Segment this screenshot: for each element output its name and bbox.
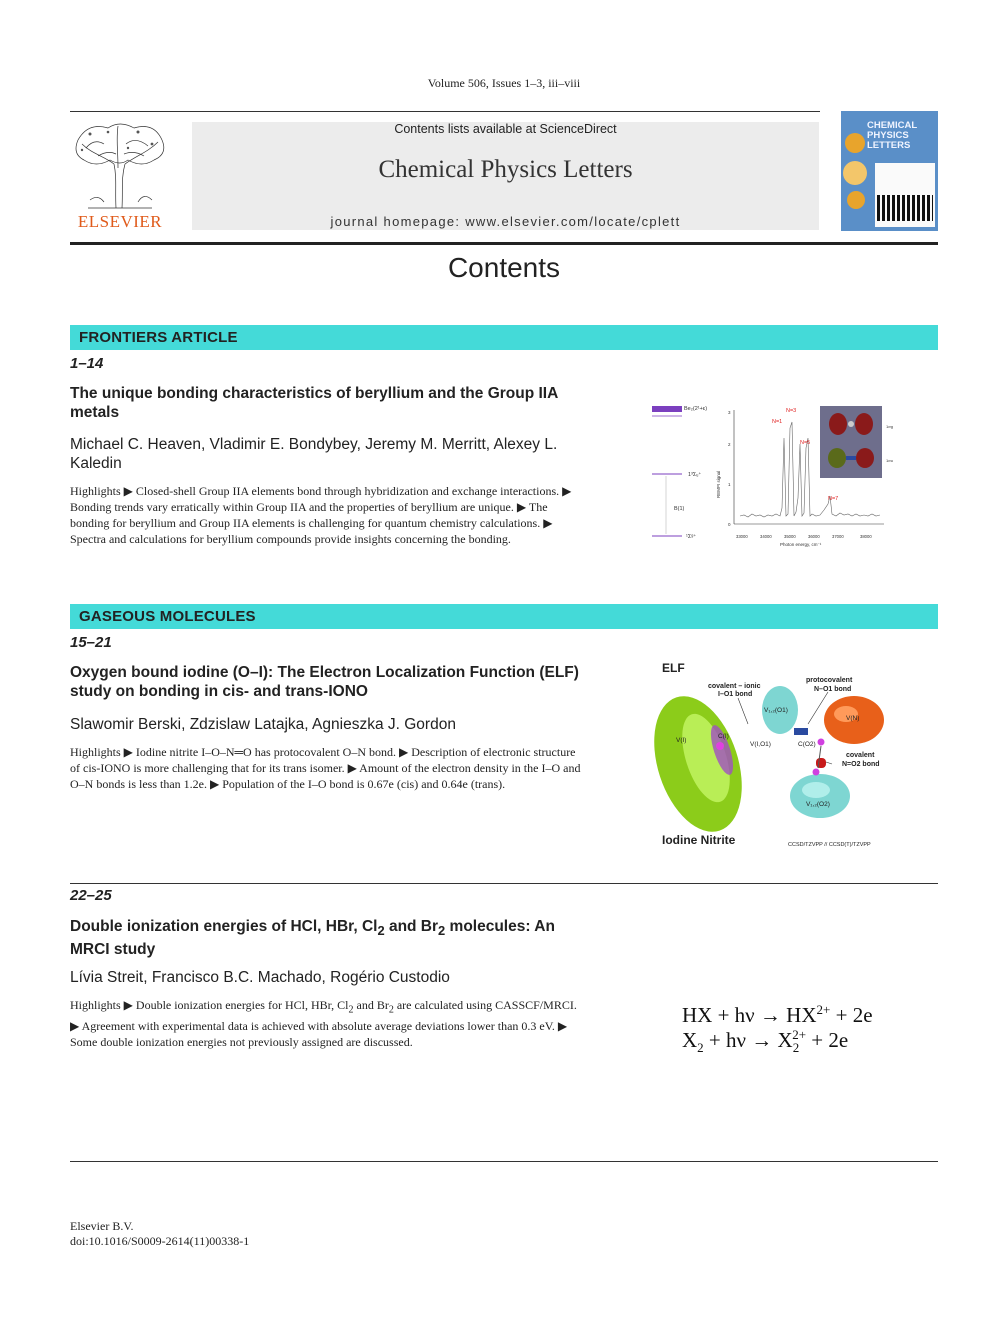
- y-tick-label: 0: [728, 522, 731, 527]
- peak-label: N=1: [772, 419, 783, 425]
- eq-superscript: 2+: [792, 1027, 807, 1042]
- elf-label: V₁,₂(O2): [806, 801, 830, 808]
- page-title: Contents: [447, 252, 561, 283]
- y-tick-label: 3: [728, 410, 731, 415]
- energy-level-diagram: [652, 406, 707, 540]
- highlights-subscript: 2: [388, 1004, 394, 1016]
- section-heading-bar: [70, 604, 938, 629]
- elf-label: V₁,₂(O1): [764, 707, 788, 714]
- contents-available-link[interactable]: Contents lists available at ScienceDirect: [394, 122, 617, 136]
- arrow-symbol: →: [751, 1028, 773, 1052]
- elf-label: covalent: [846, 752, 875, 759]
- section-heading: GASEOUS MOLECULES: [79, 608, 256, 625]
- elf-label: V(I): [676, 737, 687, 744]
- article-pages[interactable]: 15–21: [70, 634, 112, 651]
- y-tick-label: 1: [728, 482, 731, 487]
- x-tick-label: 37000: [832, 534, 844, 539]
- x-axis-label: Photon energy, cm⁻¹: [780, 542, 822, 547]
- footer-doi[interactable]: doi:10.1016/S0009-2614(11)00338-1: [70, 1234, 250, 1248]
- elf-label: V(N): [846, 715, 860, 722]
- figure-method: CCSD/TZVPP // CCSD(T)/TZVPP: [788, 842, 871, 848]
- eq-subscript: 2: [697, 1040, 704, 1056]
- cover-orb: [843, 161, 867, 185]
- elf-iodine-nitrite-figure: [648, 654, 898, 854]
- article-authors: Michael C. Heaven, Vladimir E. Bondybey, Jeremy M. Merritt, Alexey L. Kaledin: [70, 436, 558, 472]
- orbital-inset: [820, 406, 893, 478]
- state-label: B(1): [674, 506, 685, 512]
- x-tick-label: 38000: [860, 534, 872, 539]
- highlights-text: are calculated using CASSCF/MRCI. ▶ Agreement with experimental data is achieved with absolute average deviations lower than 0.3 eV. ▶ Some double ionization energies not previously assigned are discussed.: [70, 998, 577, 1050]
- journal-name: Chemical Physics Letters: [378, 156, 633, 183]
- journal-cover-image: [841, 111, 938, 231]
- eq-term: + 2e: [806, 1028, 849, 1052]
- volume-line: Volume 506, Issues 1–3, iii–viii: [427, 76, 581, 90]
- equation-1: [682, 1002, 873, 1028]
- article-title[interactable]: Oxygen bound iodine (O–I): The Electron Localization Function (ELF) study on bonding in cis- and trans-IONO: [70, 664, 579, 700]
- article-authors: Lívia Streit, Francisco B.C. Machado, Rogério Custodio: [70, 969, 450, 986]
- article-pages[interactable]: 22–25: [70, 887, 112, 904]
- journal-banner: [192, 122, 819, 230]
- arrow-symbol: →: [759, 1003, 781, 1027]
- state-label: 1³Σᵤ⁺: [688, 472, 702, 478]
- figure-title: ELF: [662, 661, 685, 675]
- section-heading-bar: [70, 325, 938, 350]
- eq-superscript: 2+: [816, 1002, 831, 1017]
- title-subscript: 2: [438, 923, 446, 939]
- article-highlights: Highlights ▶ Iodine nitrite I–O–N═O has protocovalent O–N bond. ▶ Description of electronic structure of cis-IONO is more challenging that for its trans isomer. ▶ Amount of the electron density in the I–O and O–N bonds is less than 1.2e. ▶ Population of the I–O bond is 0.67e (cis) and 0.64e (trans).: [70, 745, 581, 791]
- cover-orb: [845, 133, 865, 153]
- article-highlights: [70, 997, 585, 1050]
- highlights-text: and Br: [353, 998, 389, 1012]
- article-pages[interactable]: 1–14: [70, 355, 104, 372]
- eq-term: + 2e: [830, 1003, 873, 1027]
- elf-label: I–O1 bond: [718, 691, 753, 698]
- x-tick-label: 33000: [736, 534, 748, 539]
- equation-2: [682, 1027, 848, 1056]
- cover-orb: [847, 191, 865, 209]
- cover-bars: [877, 195, 933, 221]
- elf-label: N=O2 bond: [842, 761, 880, 768]
- header-rule: [70, 111, 820, 112]
- footer-divider: [70, 1161, 938, 1162]
- elsevier-wordmark: ELSEVIER: [77, 212, 163, 231]
- header-thick-rule: [70, 242, 938, 245]
- cover-title: CHEMICAL PHYSICS LETTERS: [867, 120, 918, 151]
- article-authors: Slawomir Berski, Zdzislaw Latajka, Agnieszka J. Gordon: [70, 716, 456, 733]
- section-heading: FRONTIERS ARTICLE: [79, 329, 238, 346]
- orbital-label: 1σu: [886, 458, 893, 463]
- eq-term: + hν: [703, 1028, 752, 1052]
- elf-label: C(I): [718, 733, 729, 740]
- y-axis-label: REMPI signal: [716, 470, 721, 498]
- peak-label: N=7: [828, 496, 839, 502]
- beryllium-spectrum-figure: [648, 398, 893, 558]
- iodine-basin: [638, 685, 757, 843]
- state-label: ¹Σᵍ⁺: [686, 534, 697, 540]
- peak-label: N=3: [786, 408, 797, 414]
- elf-label: C(O2): [798, 741, 816, 748]
- journal-homepage[interactable]: journal homepage: www.elsevier.com/locate/cplett: [330, 214, 681, 229]
- eq-term: X: [777, 1028, 793, 1052]
- elf-label: protocovalent: [806, 677, 853, 684]
- figure-caption: Iodine Nitrite: [662, 833, 736, 847]
- peak-label: N=5: [800, 440, 811, 446]
- article-divider: [70, 883, 938, 884]
- state-label: Be₂(2¹+ε): [684, 406, 708, 412]
- article-highlights: Highlights ▶ Closed-shell Group IIA elements bond through hybridization and exchange interactions. ▶ Bonding trends vary erratically within Group IIA and the properties of beryllium are unique. ▶ The bonding for beryllium and Group IIA elements is challenging for quantum chemistry calculations. ▶ Spectra and calculations for beryllium compounds provide insights concerning the bonding.: [70, 484, 572, 546]
- footer-publisher: Elsevier B.V.: [70, 1219, 134, 1233]
- title-text: Double ionization energies of HCl, HBr, Cl: [70, 918, 378, 935]
- article-title[interactable]: [70, 917, 590, 959]
- x-tick-label: 34000: [760, 534, 772, 539]
- orbital-label: 1σg: [886, 424, 893, 429]
- eq-subscript: 2: [792, 1040, 800, 1056]
- eq-term: X: [682, 1028, 698, 1052]
- elf-label: V(I,O1): [750, 741, 771, 748]
- title-subscript: 2: [377, 923, 385, 939]
- elf-label: N–O1 bond: [814, 686, 852, 693]
- eq-term: HX: [786, 1003, 817, 1027]
- article-title[interactable]: The unique bonding characteristics of beryllium and the Group IIA metals: [70, 385, 558, 421]
- energy-band: [652, 406, 682, 412]
- eq-term: HX + hν: [682, 1003, 755, 1027]
- title-text: molecules: An MRCI study: [70, 918, 555, 959]
- elf-label: covalent – ionic: [708, 683, 761, 690]
- highlights-text: Highlights ▶ Double ionization energies for HCl, HBr, Cl: [70, 998, 349, 1012]
- x-tick-label: 35000: [784, 534, 796, 539]
- x-tick-label: 36000: [808, 534, 820, 539]
- y-tick-label: 2: [728, 442, 731, 447]
- title-text: and Br: [384, 918, 439, 935]
- highlights-subscript: 2: [348, 1004, 354, 1016]
